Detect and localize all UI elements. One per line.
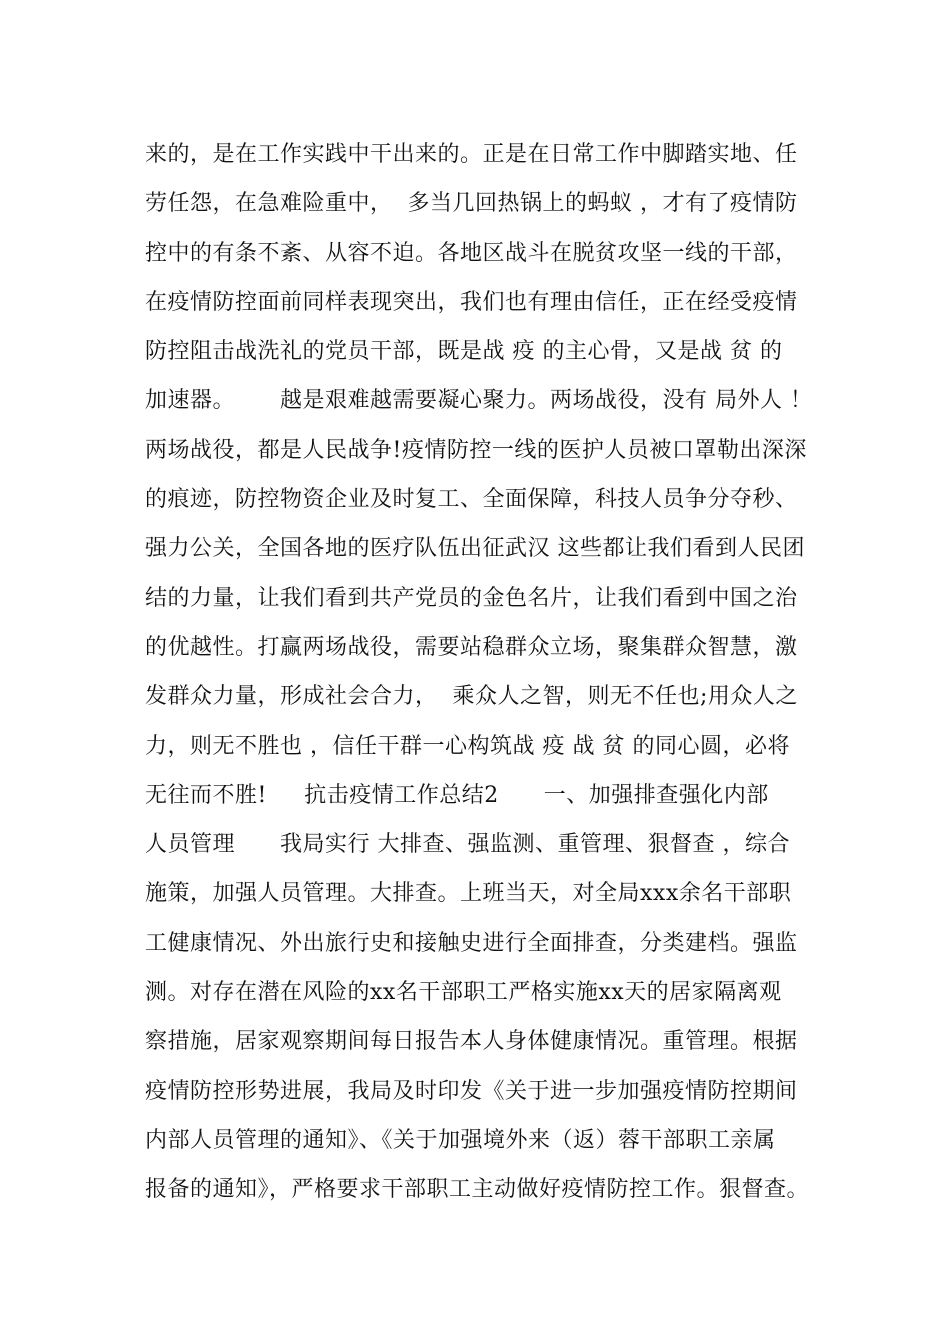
text-line-16: 施策，加强人员管理。大排查。上班当天，对全局xxx余名干部职 bbox=[145, 881, 792, 907]
body-text bbox=[145, 130, 835, 1215]
text-line-6: 加速器。 越是艰难越需要凝心聚力。两场战役，没有 局外人 ！ bbox=[145, 388, 813, 414]
text-line-8: 的痕迹，防控物资企业及时复工、全面保障，科技人员争分夺秒、 bbox=[145, 487, 798, 513]
text-line-20: 疫情防控形势进展，我局及时印发《关于进一步加强疫情防控期间 bbox=[145, 1078, 798, 1104]
text-line-22: 报备的通知》，严格要求干部职工主动做好疫情防控工作。狠督查。 bbox=[145, 1177, 810, 1203]
text-line-21: 内部人员管理的通知》、《关于加强境外来（返）蓉干部职工亲属 bbox=[145, 1127, 776, 1153]
text-line-1: 来的，是在工作实践中干出来的。正是在日常工作中脚踏实地、任 bbox=[145, 142, 798, 167]
text-line-2: 劳任怨，在急难险重中， 多当几回热锅上的蚂蚁 ，才有了疫情防 bbox=[145, 191, 798, 217]
text-line-19: 察措施，居家观察期间每日报告本人身体健康情况。重管理。根据 bbox=[145, 1029, 798, 1055]
text-line-10: 结的力量，让我们看到共产党员的金色名片，让我们看到中国之治 bbox=[145, 585, 798, 611]
text-line-17: 工健康情况、外出旅行史和接触史进行全面排查，分类建档。强监 bbox=[145, 930, 798, 956]
text-line-18: 测。对存在潜在风险的xx名干部职工严格实施xx天的居家隔离观 bbox=[145, 980, 782, 1006]
text-line-13: 力，则无不胜也 ，信任干群一心构筑战 疫 战 贫 的同心圆，必将 bbox=[145, 733, 790, 759]
text-line-4: 在疫情防控面前同样表现突出，我们也有理由信任，正在经受疫情 bbox=[145, 289, 798, 315]
text-line-5: 防控阻击战洗礼的党员干部，既是战 疫 的主心骨，又是战 贫 的 bbox=[145, 339, 783, 365]
text-line-7: 两场战役，都是人民战争!疫情防控一线的医护人员被口罩勒出深深 bbox=[145, 437, 807, 463]
text-line-12: 发群众力量，形成社会合力， 乘众人之智，则无不任也;用众人之 bbox=[145, 684, 798, 710]
text-line-14: 无往而不胜! 抗击疫情工作总结2 一、加强排查强化内部 bbox=[145, 782, 769, 808]
text-line-15: 人员管理 我局实行 大排查、强监测、重管理、狠督查 ，综合 bbox=[145, 832, 790, 858]
text-line-9: 强力公关，全国各地的医疗队伍出征武汉 这些都让我们看到人民团 bbox=[145, 536, 805, 562]
text-line-3: 控中的有条不紊、从容不迫。各地区战斗在脱贫攻坚一线的干部， bbox=[145, 240, 798, 266]
text-line-11: 的优越性。打赢两场战役，需要站稳群众立场，聚集群众智慧，激 bbox=[145, 634, 798, 660]
